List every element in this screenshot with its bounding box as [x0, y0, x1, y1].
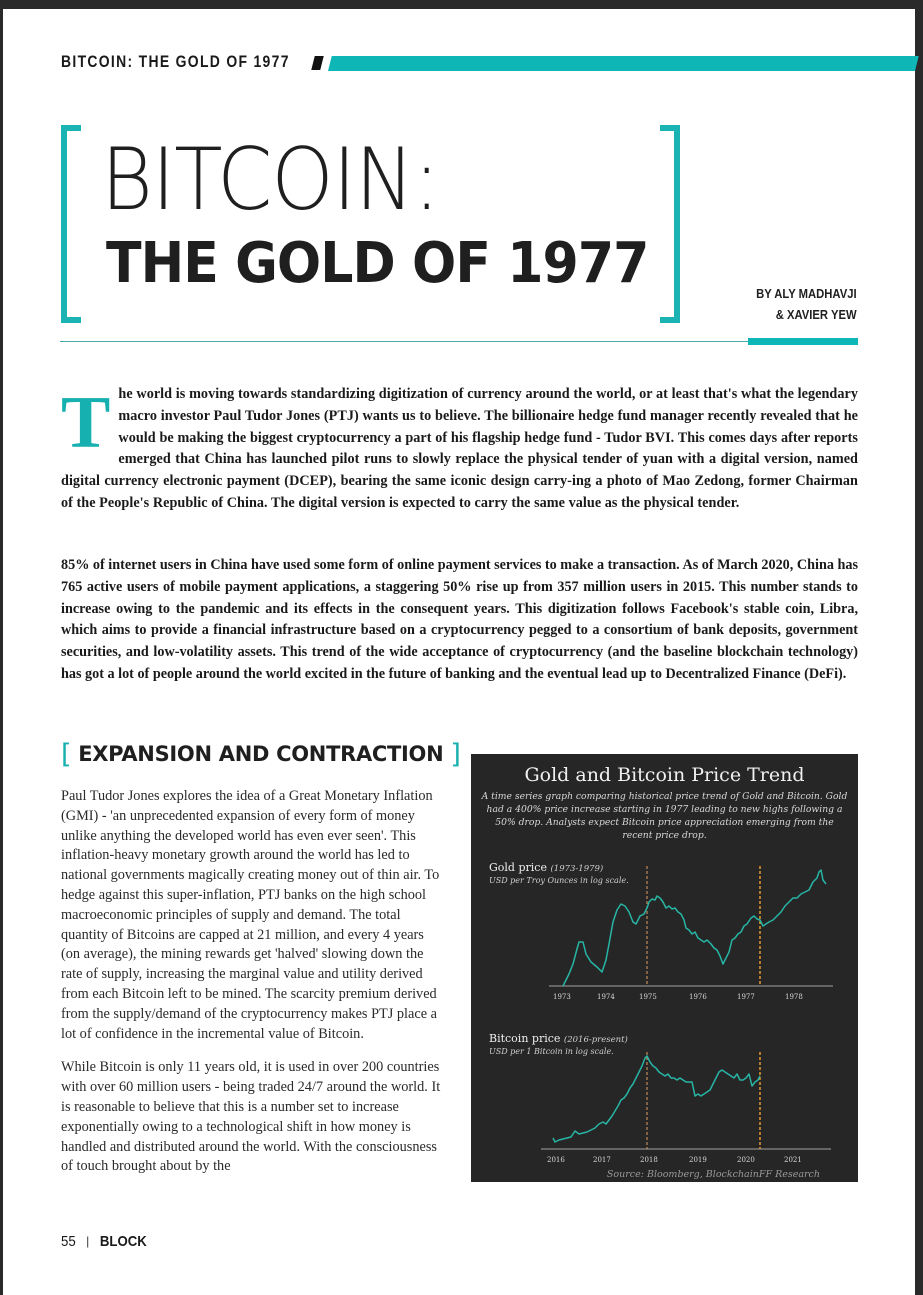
gold-tick-1978: 1978 — [785, 993, 803, 1001]
chart-subtitle: A time series graph comparing historical price trend of Gold and Bitcoin. Gold had a 400% price increase starting in 1977 leading to new highs following a 50% drop. Analysts expect Bitcoin price appreciation emerging from the recent price drop. — [481, 791, 848, 841]
gold-price-line-chart — [471, 854, 858, 1014]
byline-author-2: & XAVIER YEW — [776, 308, 857, 322]
publication-name: BLOCK — [99, 1233, 147, 1250]
btc-range: (2016-present) — [563, 1035, 628, 1045]
section-bracket-close: ] — [450, 739, 461, 770]
gold-label: Gold price — [489, 861, 547, 874]
body-paragraph-2: 85% of internet users in China have used some form of online payment services to make a transaction. As of March 2020, China has 765 active users of mobile payment applications, a staggering 50% rise up from 357 million users in 2015. This number stands to increase owing to the pandemic and its effects in the consequent years. This digitization follows Facebook's stable coin, Libra, which aims to provide a financial infrastructure based on a cryptocurrency pegged to a consortium of bank deposits, government securities, and low-volatility assets. This trend of the wide acceptance of cryptocurrency (and the baseline blockchain technology) has got a lot of people around the world excited in the future of banking and the eventual lead up to Decentralized Finance (DeFi). — [61, 557, 858, 682]
btc-price-series — [553, 1056, 760, 1142]
footer-separator: | — [86, 1234, 90, 1248]
btc-tick-2021: 2021 — [784, 1156, 802, 1164]
section-bracket-open: [ — [61, 739, 72, 770]
gold-tick-1973: 1973 — [553, 993, 571, 1001]
byline-author-1: BY ALY MADHAVJI — [756, 287, 857, 301]
gold-tick-1974: 1974 — [597, 993, 615, 1001]
chart-source: Source: Bloomberg, BlockchainFF Research — [606, 1169, 820, 1180]
gold-tick-1975: 1975 — [639, 993, 657, 1001]
btc-tick-2020: 2020 — [737, 1156, 755, 1164]
bitcoin-price-line-chart — [471, 1044, 858, 1169]
gold-unit-label: USD per Troy Ounces in log scale. — [489, 876, 629, 885]
gold-tick-1977: 1977 — [737, 993, 755, 1001]
btc-unit-label: USD per 1 Bitcoin in log scale. — [489, 1047, 614, 1056]
page-number: 55 — [61, 1233, 76, 1250]
price-trend-chart — [471, 754, 858, 1182]
section-heading-text: EXPANSION AND CONTRACTION — [78, 742, 444, 766]
section-paragraph-2: While Bitcoin is only 11 years old, it is used in over 200 countries with over 60 million users - being traded 24/7 around the world. It is reasonable to believe that this is a number set to increase exponentially owing to a technological shift in how money is handled and distributed around the world. With the consciousness of touch brought about by the — [61, 1059, 441, 1175]
btc-tick-2016: 2016 — [547, 1156, 565, 1164]
intro-paragraph — [61, 384, 858, 515]
running-header-title: BITCOIN: THE GOLD OF 1977 — [61, 52, 290, 71]
chart-title: Gold and Bitcoin Price Trend — [524, 764, 805, 786]
magazine-page — [3, 9, 915, 1295]
title-divider-accent — [748, 338, 858, 345]
gold-range: (1973-1979) — [550, 864, 604, 874]
running-header-slash-mark — [311, 56, 323, 70]
running-header-accent-bar — [328, 56, 919, 71]
btc-tick-2019: 2019 — [689, 1156, 707, 1164]
title-bracket-left — [61, 125, 81, 323]
btc-label: Bitcoin price — [489, 1032, 561, 1045]
btc-tick-2018: 2018 — [640, 1156, 658, 1164]
section-body-column — [61, 787, 446, 1191]
title-divider-rule — [60, 341, 750, 342]
section-heading — [61, 737, 461, 768]
btc-tick-2017: 2017 — [593, 1156, 611, 1164]
article-title-line1: BITCOIN: — [101, 130, 440, 230]
gold-tick-1976: 1976 — [689, 993, 707, 1001]
section-paragraph-1: Paul Tudor Jones explores the idea of a Great Monetary Inflation (GMI) - 'an unprecedented expansion of every form of money unlike anything the developed world has even ever seen'. This inflation-heavy monetary growth around the world has led to national governments magically creating money out of thin air. To hedge against this super-inflation, PTJ banks on the high school macroeconomic principles of supply and demand. The total quantity of Bitcoins are capped at 21 million, and every 4 years (on average), the mining rewards get 'halved' slowing down the rate of supply, increasing the marginal value and utility derived from each Bitcoin left to be mined. The scarcity premium derived from the supply/demand of the cryptocurrency makes PTJ place a lot of confidence in the incremental value of Bitcoin. — [61, 788, 440, 1042]
article-title-line2: THE GOLD OF 1977 — [106, 231, 649, 296]
intro-text: he world is moving towards standardizing digitization of currency around the world, or at least that's what the legendary macro investor Paul Tudor Jones (PTJ) wants us to believe. The billionaire hedge fund manager recently revealed that he would be making the biggest cryptocurrency a part of his flagship hedge fund - Tudor BVI. This comes days after reports emerged that China has launched pilot runs to slowly replace the physical tender of yuan with a digital version, named digital currency electronic payment (DCEP), bearing the same iconic design carry-ing a photo of Mao Zedong, former Chairman of the People's Republic of China. The digital version is expected to carry the same value as the physical tender. — [61, 386, 858, 511]
page-footer — [61, 1233, 147, 1250]
drop-cap: T — [61, 382, 111, 464]
byline — [757, 284, 857, 326]
gold-price-series — [563, 870, 826, 986]
title-bracket-right — [660, 125, 680, 323]
